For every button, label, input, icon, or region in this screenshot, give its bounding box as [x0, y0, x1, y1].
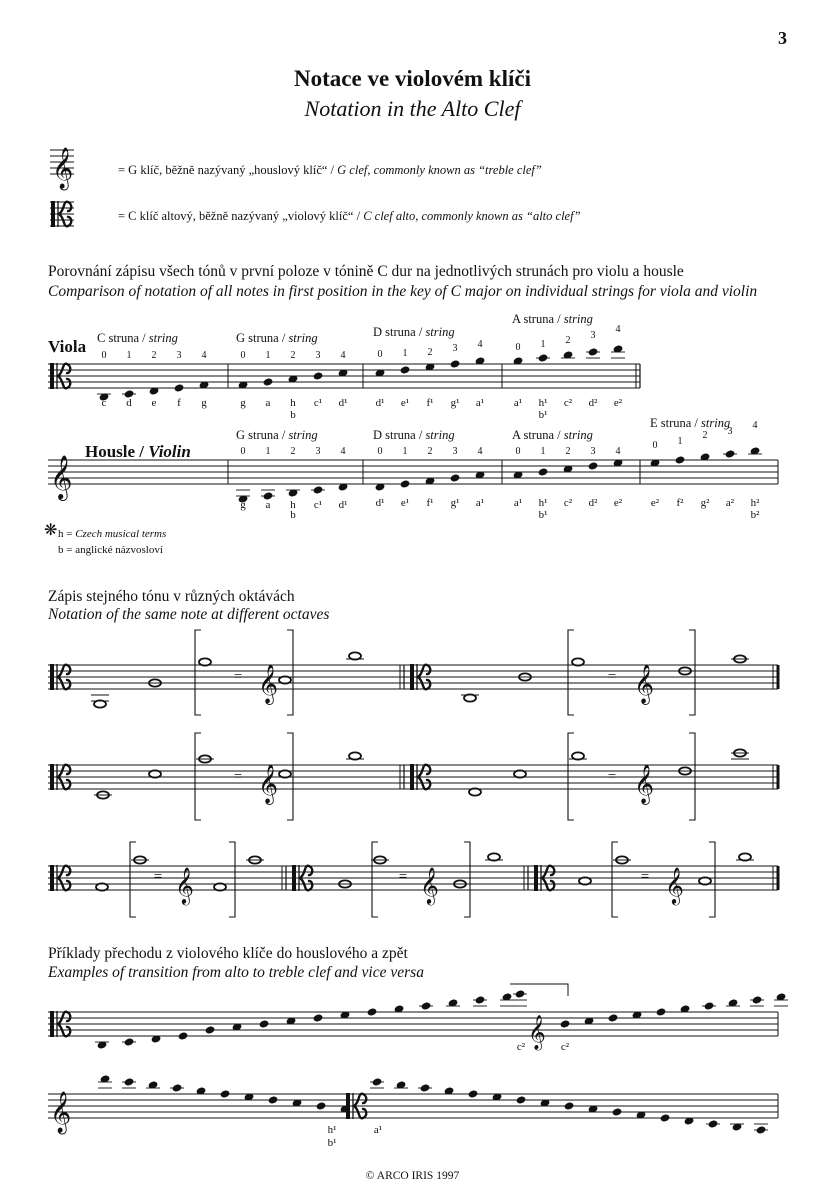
transition-note-label: h¹	[327, 1124, 337, 1136]
viola-note-label: e¹	[400, 397, 410, 409]
violin-note-label: d¹	[375, 497, 385, 509]
viola-note-label: d²	[588, 397, 598, 409]
c-clef-legend-en: C clef alto, commonly known as “alto clef”	[363, 209, 581, 223]
transition-note-label: c²	[516, 1041, 526, 1053]
equals-sign: =	[640, 869, 650, 885]
violin-note	[313, 486, 323, 495]
octave-bracket	[689, 733, 695, 820]
octave-bracket	[287, 630, 293, 715]
violin-note-alt-label: b²	[750, 509, 760, 521]
transition-note	[268, 1096, 278, 1105]
viola-note-label: h	[290, 397, 296, 409]
transition-note	[124, 1078, 134, 1087]
octave-note	[279, 770, 291, 777]
viola-finger-number: 2	[290, 350, 296, 361]
viola-note	[174, 384, 184, 393]
section2-heading-cz: Zápis stejného tónu v různých oktávách	[48, 588, 295, 605]
violin-treble-clef: 𝄞	[50, 457, 73, 499]
viola-finger-number: 4	[201, 350, 207, 361]
transition-alto-clef	[50, 1011, 54, 1037]
violin-note	[538, 468, 548, 477]
viola-note-label: c	[101, 397, 107, 409]
transition-note	[172, 1084, 182, 1093]
violin-note-label: c¹	[313, 499, 323, 511]
violin-note-label: g	[240, 499, 246, 511]
viola-finger-number: 3	[176, 350, 182, 361]
transition-note	[756, 1126, 766, 1135]
violin-finger-number: 2	[290, 446, 296, 457]
octave-treble-clef: 𝄞	[258, 766, 279, 803]
viola-note-label: a¹	[513, 397, 523, 409]
viola-finger-number: 3	[315, 350, 321, 361]
violin-string-a-name: A struna /	[512, 428, 564, 442]
violin-finger-number: 3	[590, 446, 596, 457]
octave-note	[96, 883, 108, 890]
section3-heading-en: Examples of transition from alto to treble clef and vice versa	[48, 964, 424, 981]
transition-note	[421, 1002, 431, 1011]
footnote-h-text: h =	[58, 528, 76, 540]
violin-note-label: h	[290, 499, 296, 511]
equals-sign: =	[607, 769, 617, 785]
octave-note	[572, 658, 584, 665]
violin-string-g-name: G struna /	[236, 428, 289, 442]
viola-note-label: c¹	[313, 397, 323, 409]
violin-note	[450, 474, 460, 483]
octave-note	[279, 676, 291, 683]
violin-finger-number: 1	[402, 446, 408, 457]
violin-finger-number: 0	[652, 440, 658, 451]
octave-note	[349, 752, 361, 759]
viola-finger-number: 1	[540, 339, 546, 350]
viola-note-label: g	[240, 397, 246, 409]
viola-string-d-name: D struna /	[373, 325, 426, 339]
transition-note	[564, 1102, 574, 1111]
viola-note-label: g¹	[450, 397, 460, 409]
violin-note-label: h²	[750, 497, 760, 509]
viola-note	[400, 366, 410, 375]
octave-note	[514, 770, 526, 777]
viola-string-c-en: string	[148, 331, 178, 345]
violin-label-en: Violin	[148, 442, 191, 461]
viola-finger-number: 0	[240, 350, 246, 361]
viola-note-label: h¹	[538, 397, 548, 409]
violin-note-label: h¹	[538, 497, 548, 509]
viola-note-label: e	[151, 397, 157, 409]
viola-note-label: d¹	[375, 397, 385, 409]
viola-note-label: d¹	[338, 397, 348, 409]
violin-finger-number: 3	[452, 446, 458, 457]
equals-sign: =	[153, 869, 163, 885]
viola-note-label: f¹	[426, 397, 434, 409]
octave-bracket	[464, 842, 470, 917]
violin-note-label: f¹	[426, 497, 434, 509]
octave-note	[149, 770, 161, 777]
viola-note-alt-label: b	[290, 409, 296, 421]
violin-finger-number: 3	[315, 446, 321, 457]
asterisk-icon: ❋	[44, 522, 58, 539]
violin-finger-number: 4	[615, 446, 621, 457]
octave-note	[469, 788, 481, 795]
viola-finger-number: 0	[515, 342, 521, 353]
violin-string-e-en: string	[701, 416, 731, 430]
viola-finger-number: 1	[265, 350, 271, 361]
octave-treble-clef: 𝄞	[665, 867, 684, 903]
violin-note-label: f²	[676, 497, 684, 509]
transition-note	[704, 1002, 714, 1011]
transition-treble-clef: 𝄞	[528, 1016, 546, 1049]
transition-note	[608, 1014, 618, 1023]
viola-note	[588, 348, 598, 357]
treble-clef-icon: 𝄞	[52, 148, 74, 188]
transition-note	[560, 1020, 570, 1029]
violin-finger-number: 2	[702, 430, 708, 441]
transition-note	[516, 1096, 526, 1105]
octave-note	[579, 877, 591, 884]
viola-finger-number: 2	[151, 350, 157, 361]
viola-finger-number: 0	[377, 349, 383, 360]
octave-note	[214, 883, 226, 890]
viola-finger-number: 3	[590, 330, 596, 341]
c-clef-legend-cz: = C klíč altový, běžně nazývaný „violový klíč“ /	[118, 209, 364, 223]
violin-finger-number: 1	[677, 436, 683, 447]
violin-string-g-en: string	[288, 428, 318, 442]
violin-note-alt-label: b	[290, 509, 296, 521]
viola-string-g-name: G struna /	[236, 331, 289, 345]
viola-finger-number: 1	[402, 348, 408, 359]
transition-note	[515, 990, 525, 999]
octave-treble-clef: 𝄞	[420, 867, 439, 903]
octave-note	[199, 658, 211, 665]
violin-finger-number: 0	[240, 446, 246, 457]
octave-note	[94, 700, 106, 707]
viola-finger-number: 2	[565, 335, 571, 346]
viola-string-c-name: C struna /	[97, 331, 149, 345]
viola-finger-number: 4	[340, 350, 346, 361]
violin-note-label: a	[265, 499, 271, 511]
transition-note-label: b¹	[327, 1137, 337, 1149]
viola-finger-number: 2	[427, 347, 433, 358]
violin-note-label: g¹	[450, 497, 460, 509]
octave-bracket	[568, 630, 574, 715]
viola-string-a-name: A struna /	[512, 312, 564, 326]
violin-finger-number: 3	[727, 426, 733, 437]
viola-string-d-en: string	[425, 325, 455, 339]
violin-note-label: a¹	[513, 497, 523, 509]
violin-note-label: e²	[613, 497, 623, 509]
violin-note-label: e²	[650, 497, 660, 509]
octave-bracket	[195, 733, 201, 820]
violin-finger-number: 1	[540, 446, 546, 457]
violin-note	[400, 480, 410, 489]
transition-note	[372, 1078, 382, 1087]
octave-bracket	[130, 842, 136, 917]
viola-finger-number: 4	[615, 324, 621, 335]
transition-note	[316, 1102, 326, 1111]
violin-string-d-name: D struna /	[373, 428, 426, 442]
viola-note-label: c²	[563, 397, 573, 409]
g-clef-legend-en: G clef, commonly known as “treble clef”	[337, 163, 542, 177]
viola-note	[313, 372, 323, 381]
transition-note	[124, 1038, 134, 1047]
viola-label: Viola	[48, 337, 87, 356]
violin-note	[675, 456, 685, 465]
transition-note	[367, 1008, 377, 1017]
alto-clef-icon	[51, 201, 55, 227]
viola-note-label: e²	[613, 397, 623, 409]
transition-note	[313, 1014, 323, 1023]
octave-treble-clef: 𝄞	[175, 867, 194, 903]
viola-finger-number: 0	[101, 350, 107, 361]
viola-note	[450, 360, 460, 369]
transition-note	[205, 1026, 215, 1035]
violin-note-label: g²	[700, 497, 710, 509]
footnote-b: b = anglické názvosloví	[58, 544, 163, 556]
viola-string-a-en: string	[563, 312, 593, 326]
viola-note-label: f	[177, 397, 181, 409]
octave-bracket	[195, 630, 201, 715]
violin-string-e-name: E struna /	[650, 416, 702, 430]
octave-note	[464, 694, 476, 701]
section2-heading-en: Notation of the same note at different octaves	[48, 606, 330, 623]
transition-note	[178, 1032, 188, 1041]
violin-note-label: c²	[563, 497, 573, 509]
violin-string-a-en: string	[563, 428, 593, 442]
viola-note-label: d	[126, 397, 132, 409]
violin-finger-number: 1	[265, 446, 271, 457]
equals-sign: =	[233, 669, 243, 685]
violin-string-d-en: string	[425, 428, 455, 442]
violin-note-label: a²	[725, 497, 735, 509]
page-title: Notace ve violovém klíči	[294, 66, 531, 91]
violin-finger-number: 4	[752, 420, 758, 431]
transition-note-label: a¹	[373, 1124, 383, 1136]
violin-finger-number: 2	[565, 446, 571, 457]
viola-string-g-en: string	[288, 331, 318, 345]
violin-note	[725, 450, 735, 459]
octave-note	[739, 853, 751, 860]
viola-note-alt-label: b¹	[538, 409, 548, 421]
transition-note	[220, 1090, 230, 1099]
violin-finger-number: 2	[427, 446, 433, 457]
octave-bracket	[229, 842, 235, 917]
transition-note	[656, 1008, 666, 1017]
violin-label-cz: Housle /	[85, 442, 149, 461]
octave-bracket	[612, 842, 618, 917]
violin-note-label: d¹	[338, 499, 348, 511]
section1-heading-cz: Porovnání zápisu všech tónů v první poloze v tónině C dur na jednotlivých strunách pro violu a housle	[48, 263, 684, 280]
viola-note-label: a	[265, 397, 271, 409]
viola-note	[263, 378, 273, 387]
equals-sign: =	[233, 769, 243, 785]
viola-note-label: g	[201, 397, 207, 409]
transition-note	[708, 1120, 718, 1129]
section1-heading-en: Comparison of notation of all notes in first position in the key of C major on individual strings for viola and violin	[48, 283, 758, 300]
equals-sign: =	[607, 669, 617, 685]
section3-heading-cz: Příklady přechodu z violového klíče do houslového a zpět	[48, 945, 408, 962]
violin-note	[588, 462, 598, 471]
copyright: © ARCO IRIS 1997	[365, 1170, 460, 1182]
transition-note	[660, 1114, 670, 1123]
octave-treble-clef: 𝄞	[634, 766, 655, 803]
transition-note	[468, 1090, 478, 1099]
octave-note	[699, 877, 711, 884]
octave-note	[488, 853, 500, 860]
viola-alto-clef	[50, 363, 54, 389]
g-clef-legend-cz: = G klíč, běžně nazývaný „houslový klíč“ /	[118, 163, 338, 177]
transition-note-label: c²	[560, 1041, 570, 1053]
viola-finger-number: 1	[126, 350, 132, 361]
octave-treble-clef: 𝄞	[258, 666, 279, 703]
violin-finger-number: 4	[477, 446, 483, 457]
violin-finger-number: 0	[515, 446, 521, 457]
viola-finger-number: 3	[452, 343, 458, 354]
viola-note-label: a¹	[475, 397, 485, 409]
viola-finger-number: 4	[477, 339, 483, 350]
transition-note	[420, 1084, 430, 1093]
transition-note	[612, 1108, 622, 1117]
transition-note	[259, 1020, 269, 1029]
violin-note-alt-label: b¹	[538, 509, 548, 521]
footnote-h-en: Czech musical terms	[75, 528, 167, 540]
violin-finger-number: 4	[340, 446, 346, 457]
violin-note-label: d²	[588, 497, 598, 509]
violin-note-label: a¹	[475, 497, 485, 509]
octave-treble-clef: 𝄞	[634, 666, 655, 703]
page-number: 3	[778, 28, 787, 48]
transition-note	[752, 996, 762, 1005]
violin-finger-number: 0	[377, 446, 383, 457]
violin-note-label: e¹	[400, 497, 410, 509]
transition-alto-clef	[346, 1093, 350, 1119]
page-subtitle: Notation in the Alto Clef	[304, 96, 521, 121]
octave-bracket	[568, 733, 574, 820]
transition-treble-clef: 𝄞	[50, 1092, 72, 1132]
transition-note	[475, 996, 485, 1005]
octave-bracket	[372, 842, 378, 917]
octave-note	[572, 752, 584, 759]
equals-sign: =	[398, 869, 408, 885]
viola-note	[538, 354, 548, 363]
octave-note	[349, 652, 361, 659]
